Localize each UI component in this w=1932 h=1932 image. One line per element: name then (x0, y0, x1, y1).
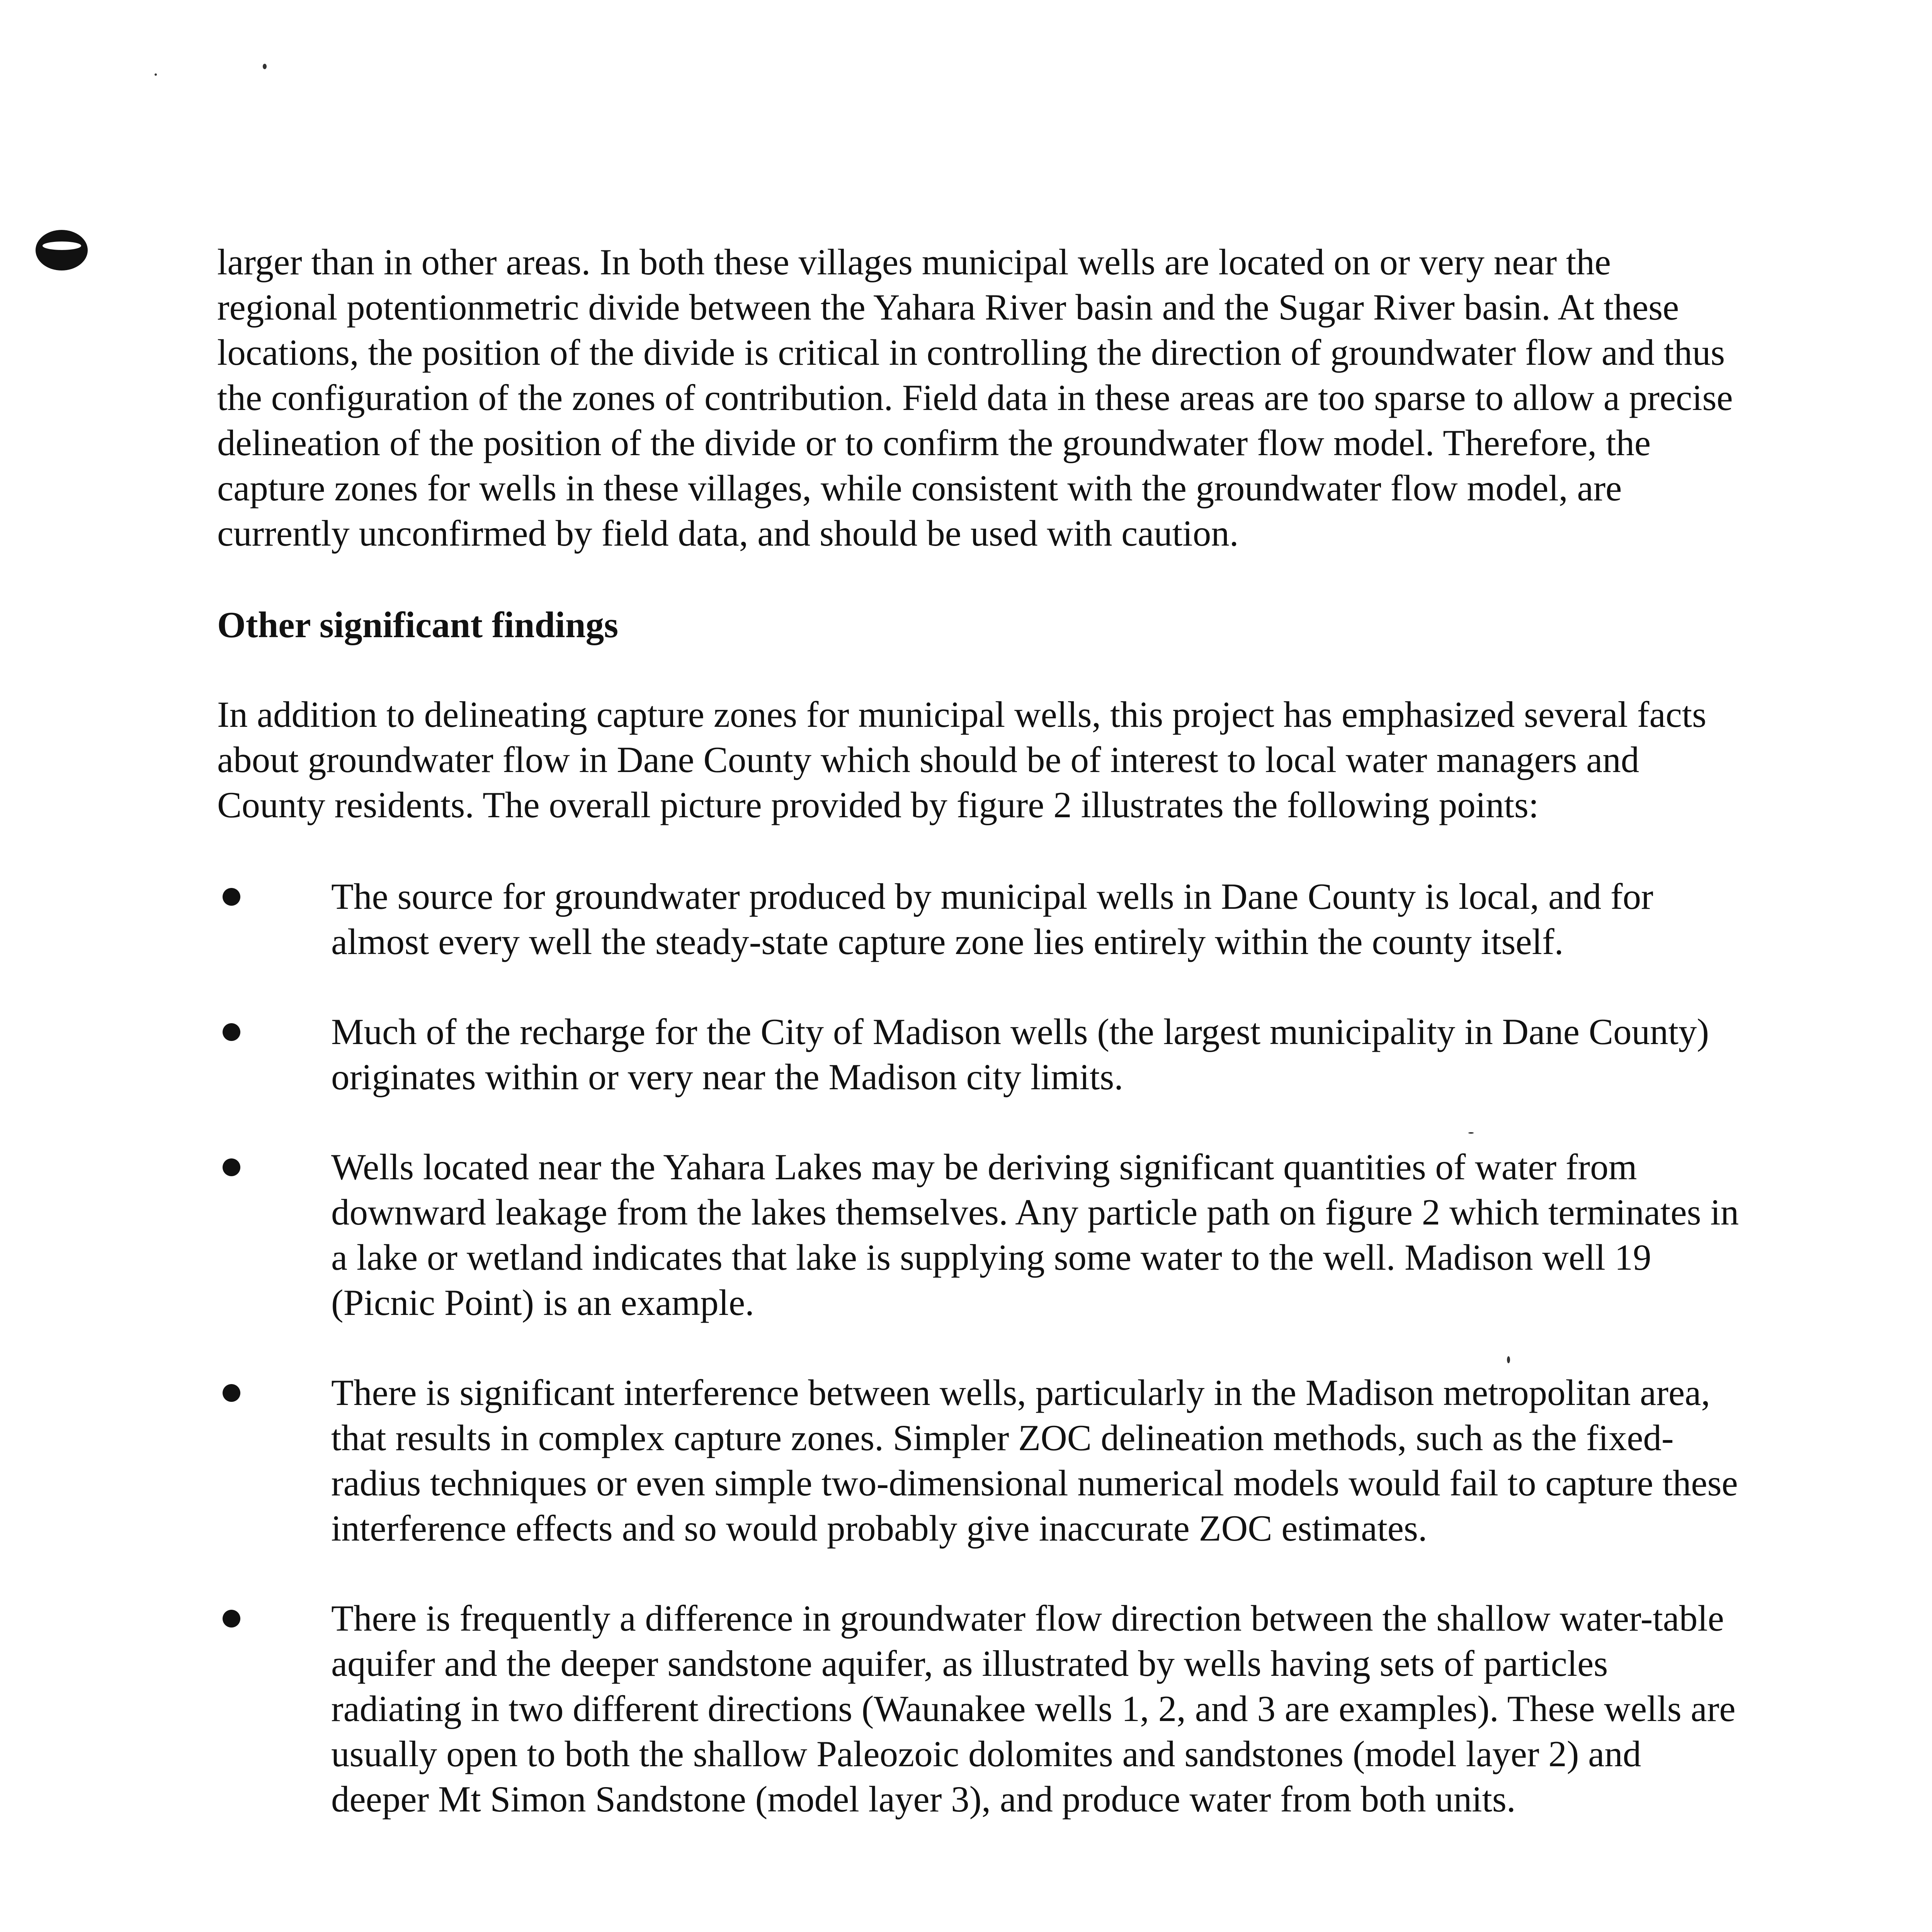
findings-list (217, 874, 1740, 1822)
list-item-text: Wells located near the Yahara Lakes may be deriving significant quantities of water from downward leakage from the lakes themselves. Any particle path on figure 2 which terminates in a lake or wetland indicates that lake is supplying some water to the well. Madison well 19 (Picnic Point) is an example. (331, 1146, 1739, 1323)
list-item-text: The source for groundwater produced by municipal wells in Dane County is local, and for almost every well the steady-state capture zone lies entirely within the county itself. (331, 876, 1653, 962)
scan-speck (155, 73, 157, 76)
list-item (217, 1009, 1740, 1100)
section-heading: Other significant findings (217, 604, 619, 645)
paragraph-1: larger than in other areas. In both these villages municipal wells are located on or very near the regional potentionmetric divide between the Yahara River basin and the Sugar River basin. At these locations, the position of the divide is critical in controlling the direction of groundwater flow and thus the configuration of the zones of contribution. Field data in these areas are too sparse to allow a precise delineation of the position of the divide or to confirm the groundwater flow model. Therefore, the capture zones for wells in these villages, while consistent with the groundwater flow model, are currently unconfirmed by field data, and should be used with caution. (217, 242, 1733, 554)
list-item-text: Much of the recharge for the City of Madison wells (the largest municipality in Dane County) originates within or very near the Madison city limits. (331, 1011, 1709, 1097)
document-body (217, 240, 1740, 1867)
list-item-text: There is significant interference between wells, particularly in the Madison metropolitan area, that results in complex capture zones. Simpler ZOC delineation methods, such as the fixed-radius techniques or even simple two-dimensional numerical models would fail to capture these interference effects and so would probably give inaccurate ZOC estimates. (331, 1372, 1738, 1549)
paragraph-2: In addition to delineating capture zones for municipal wells, this project has emphasized several facts about groundwater flow in Dane County which should be of interest to local water managers and County residents. The overall picture provided by figure 2 illustrates the following points: (217, 694, 1707, 825)
list-item (217, 1596, 1740, 1822)
scan-speck (263, 64, 267, 69)
list-item (217, 1145, 1740, 1325)
bullet-icon (223, 1610, 240, 1628)
list-item (217, 874, 1740, 964)
list-item-text: There is frequently a difference in groundwater flow direction between the shallow water-table aquifer and the deeper sandstone aquifer, as illustrated by wells having sets of particles radiating in two different directions (Waunakee wells 1, 2, and 3 are examples). These wells are usually open to both the shallow Paleozoic dolomites and sandstones (model layer 2) and deeper Mt Simon Sandstone (model layer 3), and produce water from both units. (331, 1598, 1736, 1820)
bullet-icon (223, 888, 240, 906)
bullet-icon (223, 1158, 240, 1176)
list-item (217, 1370, 1740, 1551)
bullet-icon (223, 1384, 240, 1402)
punch-hole-top (36, 230, 88, 270)
bullet-icon (223, 1023, 240, 1041)
